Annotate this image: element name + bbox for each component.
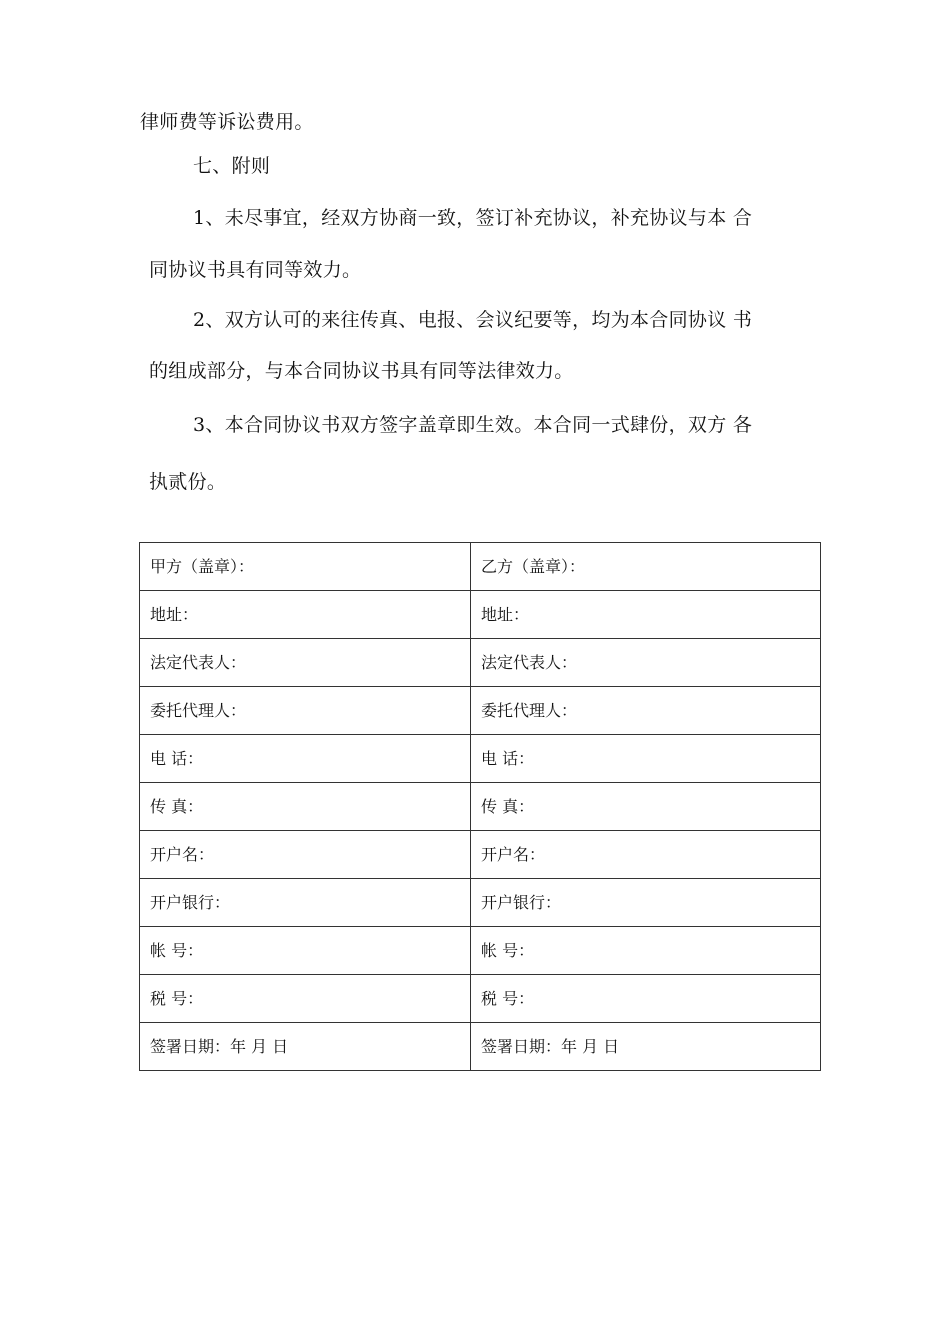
table-row xyxy=(140,1023,821,1071)
party-b-cell: 地址： xyxy=(471,591,821,639)
table-row xyxy=(140,879,821,927)
party-b-cell: 委托代理人： xyxy=(471,687,821,735)
party-b-cell: 传 真： xyxy=(471,783,821,831)
party-b-cell: 开户银行： xyxy=(471,879,821,927)
party-a-cell: 传 真： xyxy=(140,783,471,831)
table-row xyxy=(140,735,821,783)
party-a-cell: 帐 号： xyxy=(140,927,471,975)
party-b-cell: 签署日期：年 月 日 xyxy=(471,1023,821,1071)
party-b-cell: 帐 号： xyxy=(471,927,821,975)
party-a-cell: 开户名： xyxy=(140,831,471,879)
party-b-cell: 开户名： xyxy=(471,831,821,879)
party-b-cell: 乙方（盖章）： xyxy=(471,543,821,591)
party-a-cell: 电 话： xyxy=(140,735,471,783)
party-a-cell: 法定代表人： xyxy=(140,639,471,687)
paragraph-line: 律师费等诉讼费用。 xyxy=(140,111,314,133)
party-a-cell: 开户银行： xyxy=(140,879,471,927)
table-row xyxy=(140,591,821,639)
paragraph-line: 的组成部分，与本合同协议书具有同等法律效力。 xyxy=(149,360,574,382)
table-row xyxy=(140,543,821,591)
table-row xyxy=(140,927,821,975)
table-row xyxy=(140,831,821,879)
paragraph-line: 同协议书具有同等效力。 xyxy=(149,259,362,281)
table-row xyxy=(140,975,821,1023)
table-row xyxy=(140,783,821,831)
table-row xyxy=(140,639,821,687)
party-a-cell: 地址： xyxy=(140,591,471,639)
paragraph-line: 2、双方认可的来往传真、电报、会议纪要等，均为本合同协议 书 xyxy=(193,309,753,331)
table-row xyxy=(140,687,821,735)
party-a-cell: 税 号： xyxy=(140,975,471,1023)
party-b-cell: 电 话： xyxy=(471,735,821,783)
party-b-cell: 税 号： xyxy=(471,975,821,1023)
paragraph-line: 3、本合同协议书双方签字盖章即生效。本合同一式肆份，双方 各 xyxy=(193,414,753,436)
party-b-cell: 法定代表人： xyxy=(471,639,821,687)
party-a-cell: 甲方（盖章）： xyxy=(140,543,471,591)
paragraph-line: 1、未尽事宜，经双方协商一致，签订补充协议，补充协议与本 合 xyxy=(193,207,753,229)
signature-table xyxy=(139,542,821,1071)
party-a-cell: 签署日期：年 月 日 xyxy=(140,1023,471,1071)
section-heading: 七、附则 xyxy=(193,155,271,177)
paragraph-line: 执贰份。 xyxy=(149,471,227,493)
party-a-cell: 委托代理人： xyxy=(140,687,471,735)
